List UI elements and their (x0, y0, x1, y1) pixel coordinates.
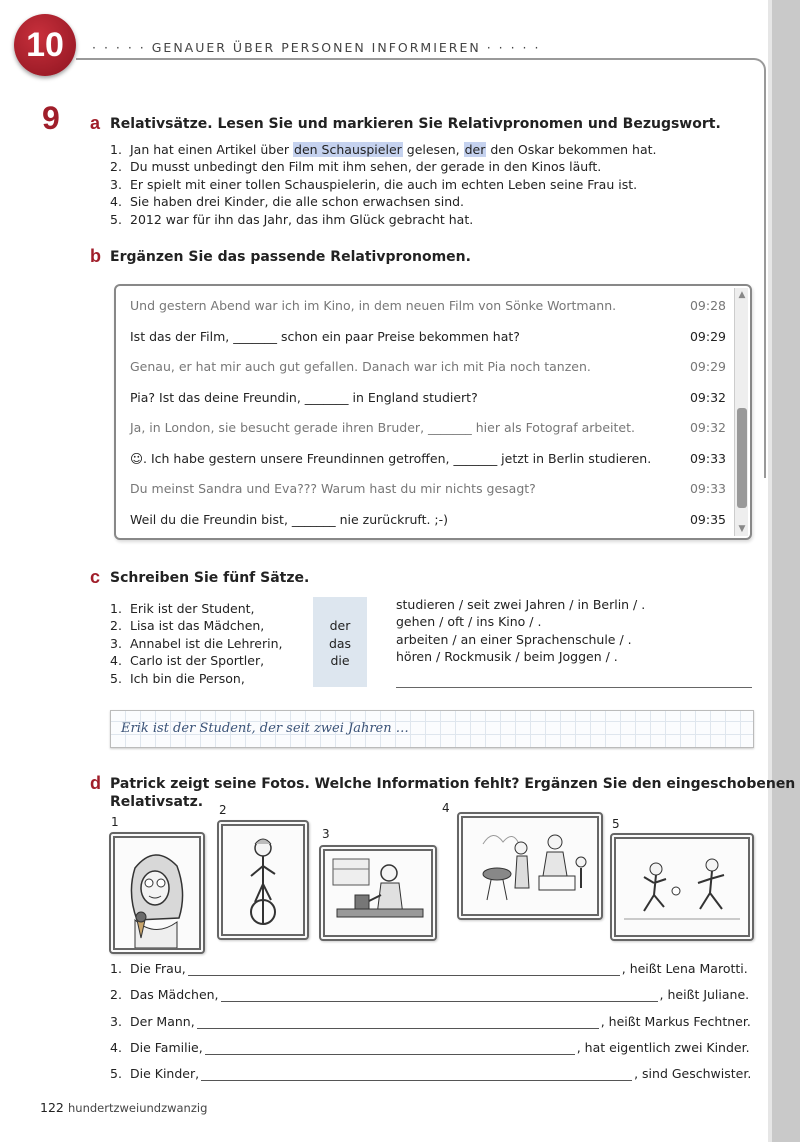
item-text: Erik ist der Student, (130, 601, 255, 616)
message-text: Du meinst Sandra und Eva??? Warum hast du mir nichts gesagt? (130, 481, 536, 496)
scroll-up-icon[interactable]: ▲ (738, 290, 746, 300)
part-b-instruction: Ergänzen Sie das passende Relativpronomen. (110, 249, 471, 265)
message-time: 09:29 (689, 359, 726, 374)
message-text: Ja, in London, sie besucht gerade ihren Bruder, _______ hier als Fotograf arbeitet. (130, 420, 635, 435)
man-workbench-icon (325, 851, 431, 935)
message-text: Genau, er hat mir auch gut gefallen. Danach war ich mit Pia noch tanzen. (130, 359, 591, 374)
phrase: arbeiten / an einer Sprachenschule / . (396, 631, 632, 647)
answer-line[interactable] (221, 990, 658, 1002)
photo-family (457, 812, 603, 920)
photo-number: 5 (612, 817, 620, 831)
item-text: Lisa ist das Mädchen, (130, 618, 265, 634)
scroll-down-icon[interactable]: ▼ (738, 524, 746, 534)
pronoun: das (328, 636, 352, 651)
photo-number: 4 (442, 801, 450, 815)
list-item (110, 600, 282, 617)
part-d-letter: d (90, 773, 101, 793)
page-number-word: hundertzweiundzwanzig (68, 1101, 208, 1115)
sentence-row (110, 961, 748, 976)
highlighted-relative-pronoun: der (464, 142, 486, 157)
message-text: Ist das der Film, _______ schon ein paar Preise bekommen hat? (130, 329, 520, 344)
item-number: 3. (110, 635, 122, 651)
list-item (110, 176, 657, 193)
exercise-number: 9 (42, 100, 60, 136)
part-d-instruction-cont: Relativsatz. (110, 794, 204, 810)
pronoun: die (330, 653, 350, 668)
item-number: 1. (110, 142, 122, 157)
chat-message (130, 329, 726, 344)
photo-number: 1 (111, 815, 119, 829)
chat-scrollbar[interactable] (734, 288, 748, 536)
pronoun-box (313, 597, 367, 687)
photo-man (319, 845, 437, 941)
chat-message (130, 359, 726, 374)
chat-message (130, 481, 726, 496)
part-c-letter: c (90, 567, 101, 587)
photo-girl (217, 820, 309, 940)
item-number: 5. (110, 211, 122, 227)
message-time: 09:32 (689, 420, 726, 435)
page-edge-inner (768, 0, 772, 1142)
message-time: 09:33 (689, 481, 726, 496)
item-number: 1. (110, 601, 122, 616)
item-number: 4. (110, 1040, 122, 1055)
sentence-starts (110, 600, 282, 687)
answer-line[interactable] (205, 1043, 575, 1055)
item-number: 3. (110, 1014, 122, 1029)
phrase: hören / Rockmusik / beim Joggen / . (396, 649, 618, 665)
item-number: 4. (110, 194, 122, 210)
girl-bicycle-icon (223, 826, 303, 934)
woman-icecream-icon (115, 838, 199, 948)
item-number: 1. (110, 961, 122, 976)
list-item (110, 635, 282, 652)
list-item (110, 141, 657, 158)
chat-message (130, 512, 726, 527)
sentence-start: Die Familie, (130, 1040, 203, 1055)
example-sentence: Erik ist der Student, der seit zwei Jahren … (121, 721, 409, 736)
pronoun: der (329, 618, 351, 633)
item-text: gelesen, (402, 142, 464, 157)
highlighted-reference-word: den Schauspieler (294, 142, 402, 157)
photo-number: 3 (322, 827, 330, 841)
photo-woman (109, 832, 205, 954)
list-item (110, 193, 657, 210)
sentence-row (110, 1040, 750, 1055)
message-text: Weil du die Freundin bist, _______ nie zurückruft. ;-) (130, 512, 449, 527)
page-number: 122 (40, 1100, 64, 1115)
part-d-instruction: Patrick zeigt seine Fotos. Welche Information fehlt? Ergänzen Sie den eingeschobenen (110, 776, 796, 792)
chat-message (130, 420, 726, 435)
answer-line[interactable] (197, 1017, 599, 1029)
part-a-instruction: Relativsätze. Lesen Sie und markieren Sie Relativpronomen und Bezugswort. (110, 116, 721, 132)
sentence-start: Das Mädchen, (130, 987, 219, 1002)
item-text: Er spielt mit einer tollen Schauspielerin, die auch im echten Leben seine Frau ist. (130, 176, 638, 192)
photo-number: 2 (219, 803, 227, 817)
sentence-start: Die Kinder, (130, 1066, 200, 1081)
phrase: gehen / oft / ins Kino / . (396, 614, 542, 630)
sentence-end: , heißt Markus Fechtner. (600, 1014, 751, 1029)
list-item (110, 652, 282, 669)
item-text: 2012 war für ihn das Jahr, das ihm Glück gebracht hat. (130, 211, 474, 227)
item-number: 4. (110, 653, 122, 669)
chat-message (130, 390, 726, 405)
item-number: 2. (110, 159, 122, 175)
photo-children (610, 833, 754, 941)
list-item (110, 617, 282, 634)
unit-number-badge: 10 (14, 14, 76, 76)
sentence-row (110, 987, 749, 1002)
phrase-list (396, 596, 645, 666)
unit-title: · · · · · GENAUER ÜBER PERSONEN INFORMIEREN · · · · · (92, 40, 541, 55)
message-text: Pia? Ist das deine Freundin, _______ in England studiert? (130, 390, 478, 405)
message-time: 09:35 (689, 512, 726, 527)
answer-line[interactable] (188, 964, 620, 976)
sentence-row (110, 1066, 751, 1081)
chat-message (130, 451, 726, 466)
family-barbecue-icon (463, 818, 597, 914)
item-text: Carlo ist der Sportler, (130, 653, 265, 669)
item-text: Ich bin die Person, (130, 670, 245, 686)
list-item (110, 158, 657, 175)
part-b-letter: b (90, 246, 101, 266)
children-football-icon (616, 839, 748, 935)
sentence-end: , hat eigentlich zwei Kinder. (576, 1040, 750, 1055)
message-text: Und gestern Abend war ich im Kino, in dem neuen Film von Sönke Wortmann. (130, 298, 617, 313)
item-text: den Oskar bekommen hat. (486, 142, 657, 157)
sentence-start: Die Frau, (130, 961, 186, 976)
list-item (110, 670, 282, 687)
list-item (110, 211, 657, 228)
sentence-end: , heißt Juliane. (659, 987, 750, 1002)
phrase: studieren / seit zwei Jahren / in Berlin / . (396, 597, 646, 612)
item-number: 3. (110, 176, 122, 192)
chat-message (130, 298, 726, 313)
item-number: 5. (110, 1066, 122, 1081)
message-time: 09:32 (689, 390, 726, 405)
sentence-start: Der Mann, (130, 1014, 195, 1029)
item-number: 5. (110, 670, 122, 686)
scroll-thumb[interactable] (737, 408, 747, 508)
example-note-paper (110, 710, 754, 748)
item-text: Jan hat einen Artikel über (130, 142, 294, 157)
sentence-end: , heißt Lena Marotti. (621, 961, 748, 976)
item-text: Annabel ist die Lehrerin, (130, 635, 283, 651)
item-text: Sie haben drei Kinder, die alle schon erwachsen sind. (130, 194, 465, 210)
answer-line[interactable] (396, 687, 752, 688)
item-number: 2. (110, 618, 122, 634)
message-text: ☺. Ich habe gestern unsere Freundinnen getroffen, _______ jetzt in Berlin studieren. (130, 451, 652, 466)
message-time: 09:29 (689, 329, 726, 344)
part-a-list (110, 141, 657, 228)
sentence-end: , sind Geschwister. (634, 1066, 752, 1081)
page-edge (772, 0, 800, 1142)
item-text: Du musst unbedingt den Film mit ihm sehen, der gerade in den Kinos läuft. (130, 159, 602, 175)
sentence-row (110, 1014, 751, 1029)
part-c-instruction: Schreiben Sie fünf Sätze. (110, 570, 310, 586)
chat-window (114, 284, 752, 540)
answer-line[interactable] (201, 1069, 632, 1081)
part-a-letter: a (90, 113, 101, 133)
item-number: 2. (110, 987, 122, 1002)
message-time: 09:33 (689, 451, 726, 466)
message-time: 09:28 (689, 298, 726, 313)
